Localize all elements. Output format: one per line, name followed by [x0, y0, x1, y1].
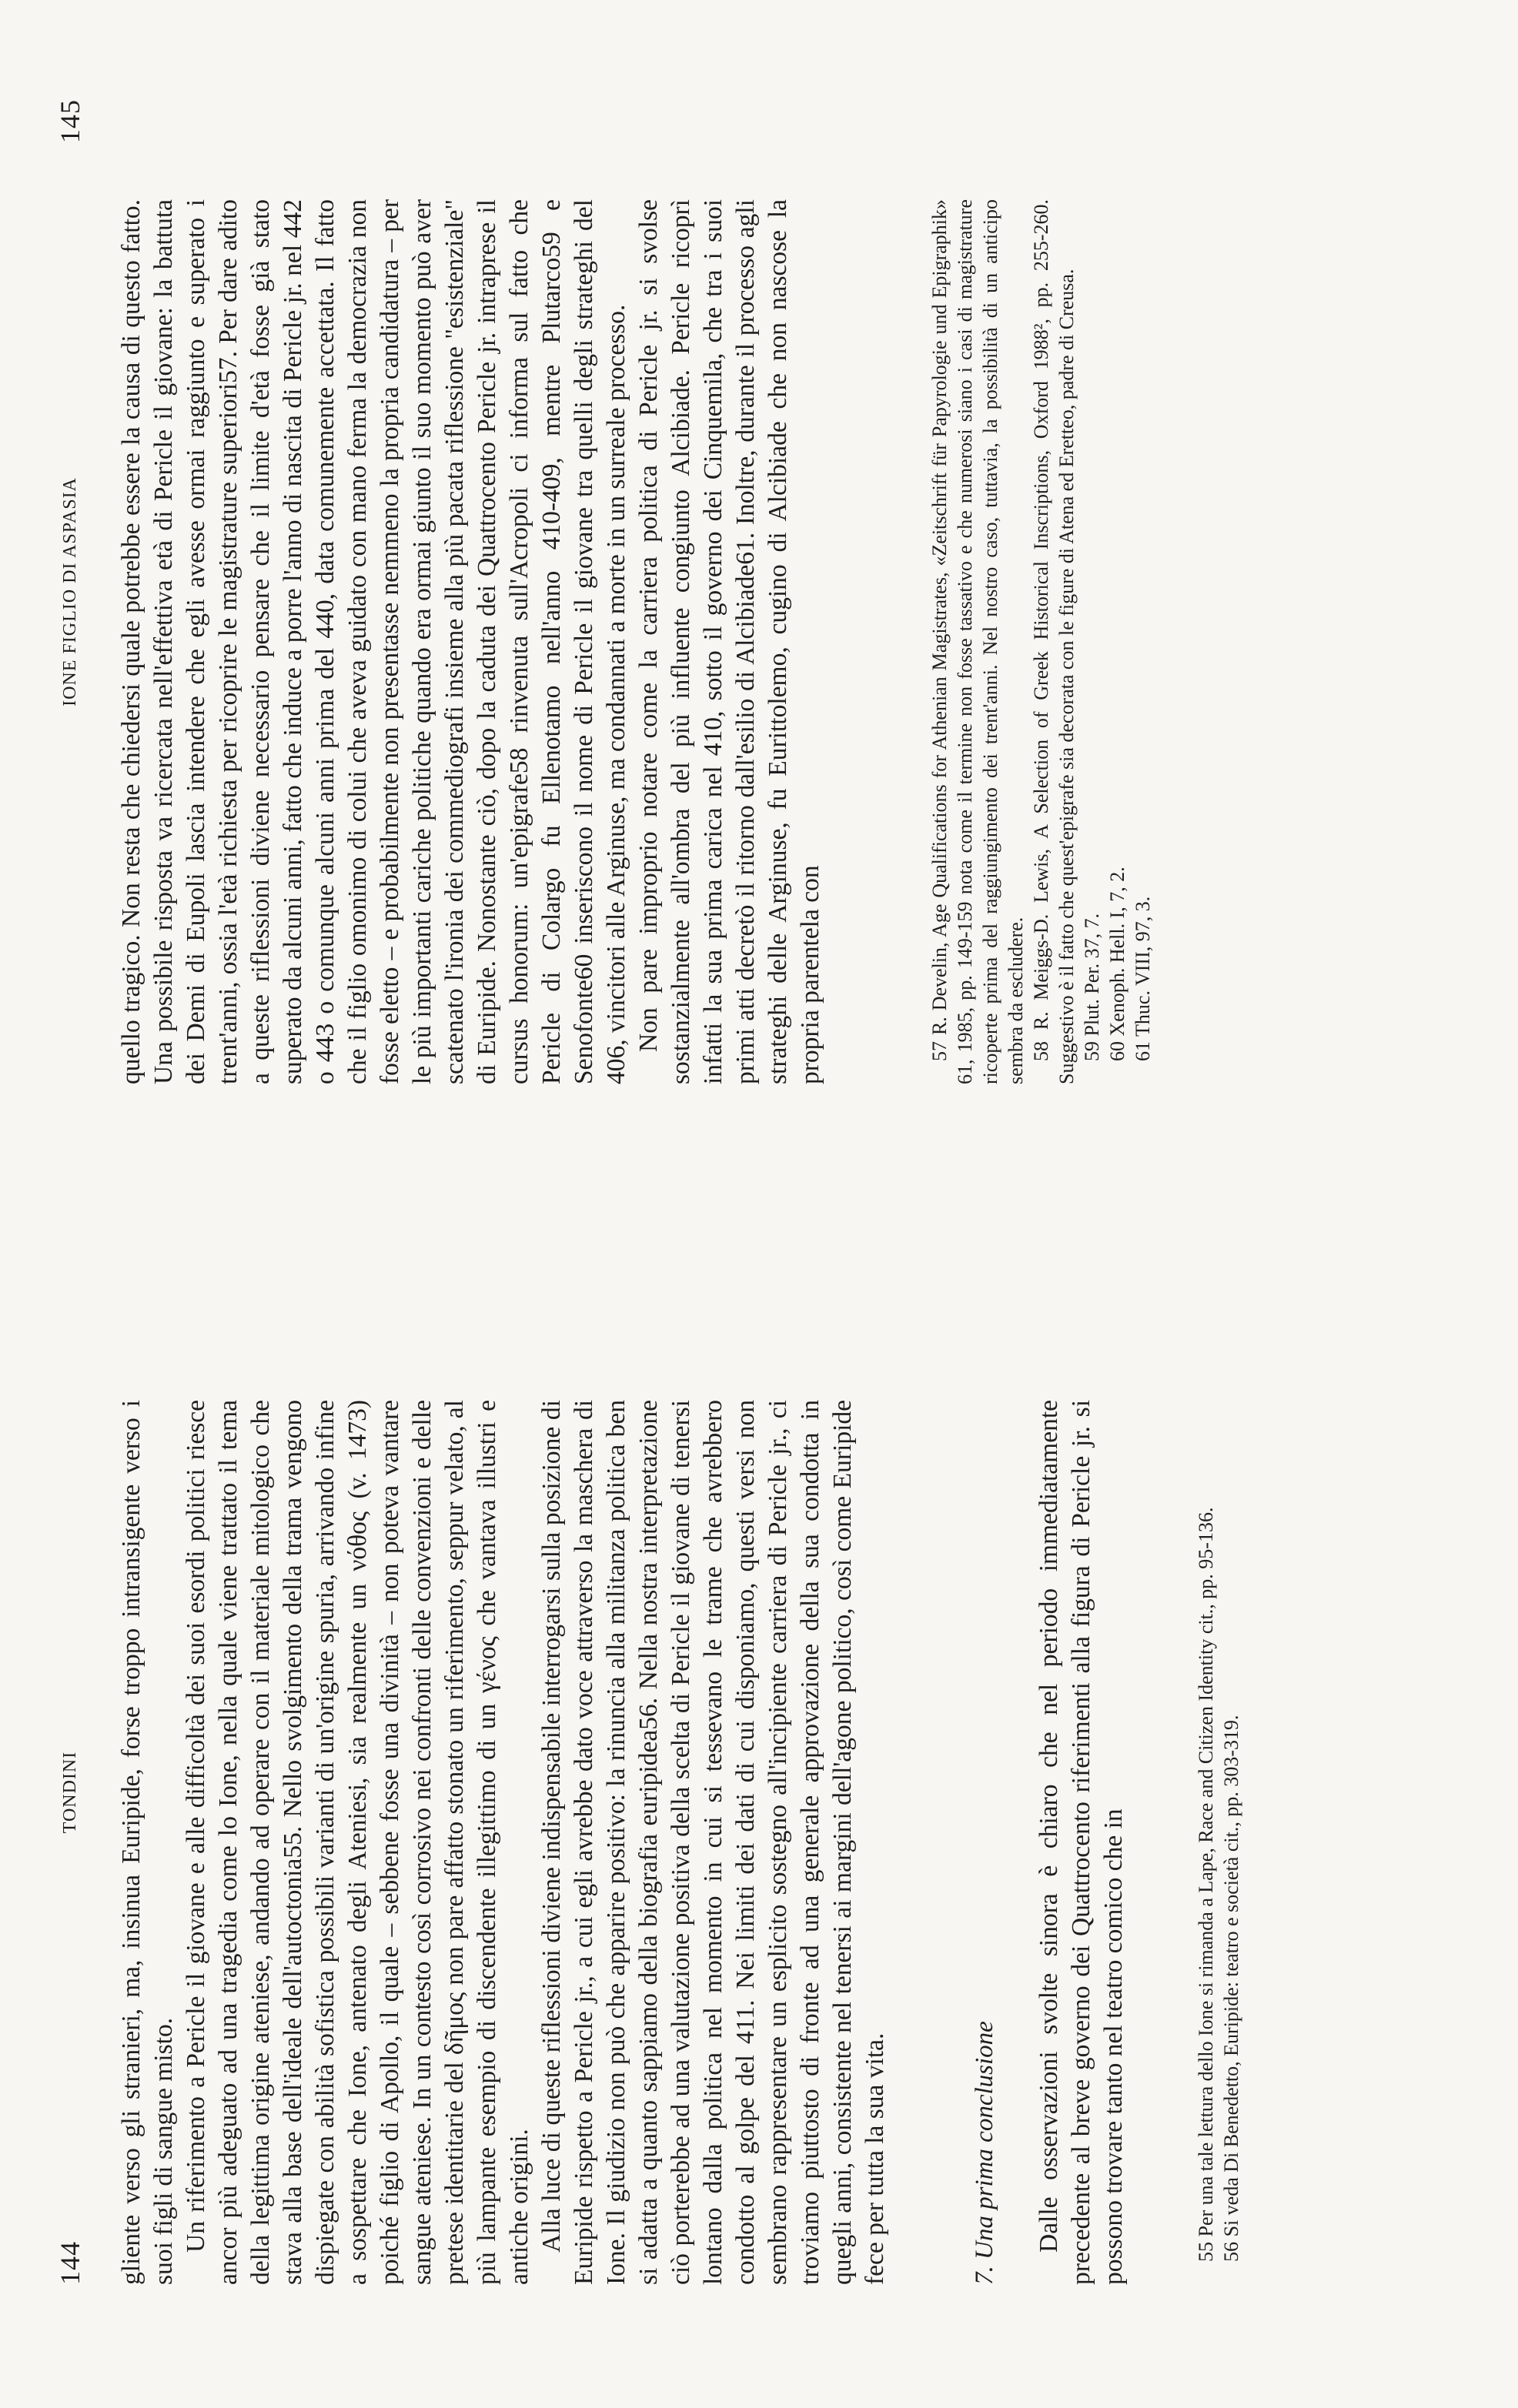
footnotes: [927, 199, 1155, 1084]
paragraph: Non pare improprio notare come la carriera politica di Pericle jr. si svolse sostanzialmente all'ombra del più influente congiunto Alcibiade. Pericle ricoprì infatti la sua prima carica nel 410, sotto il governo dei Cinquemila, che tra i suoi primi atti decretò il ritorno dall'esilio di Alcibiade61. Inoltre, durante il processo agli strateghi delle Arginuse, fu Eurittolemo, cugino di Alcibiade che non nascose la propria parentela con: [634, 199, 824, 1084]
footnote: 57 R. Develin, Age Qualifications for Athenian Magistrates, «Zeitschrift für Papyrologie und Epigraphik» 61, 1985, pp. 149-159 nota come il termine non fosse tassativo e che numerosi siano i casi di magistrature ricoperte prima del raggiungimento dei trent'anni. Nel nostro caso, tuttavia, la possibilità di un anticipo sembra da escludere.: [928, 199, 1027, 1084]
footnote: 55 Per una tale lettura dello Ione si rimanda a Lape, Race and Citizen Identity cit., pp. 95-136.: [1195, 1507, 1217, 2262]
paragraph: Un riferimento a Pericle il giovane e alle difficoltà dei suoi esordi politici riesce ancor più adeguato ad una tragedia come lo Ione, nella quale viene trattato il tema della legittima origine ateniese, andando ad operare con il materiale mitologico che stava alla base dell'ideale dell'autoctonia55. Nello svolgimento della trama vengono dispiegate con abilità sofistica possibili varianti di un'origine spuria, arrivando infine a sospettare che Ione, antenato degli Ateniesi, sia realmente un νόθος (v. 1473) poiché figlio di Apollo, il quale – sebbene fosse una divinità – non poteva vantare sangue ateniese. In un contesto così corrosivo nei confronti delle convenzioni e delle pretese identitarie del δῆμος non pare affatto stonato un riferimento, seppur velato, al più lampante esempio di discendente illegittimo di un γένος che vantava illustri e antiche origini.: [182, 1400, 533, 2285]
paragraph: gliente verso gli stranieri, ma, insinua Euripide, forse troppo intransigente verso i suoi figli di sangue misto.: [117, 1400, 178, 2285]
paragraph: Alla luce di queste riflessioni diviene indispensabile interrogarsi sulla posizione di Euripide rispetto a Pericle jr., a cui egli avrebbe dato voce attraverso la maschera di Ione. Il giudizio non può che apparire positivo: la rinuncia alla militanza politica ben si adatta a quanto sappiamo della biografia euripidea56. Nella nostra interpretazione ciò porterebbe ad una valutazione positiva della scelta di Pericle il giovane di tenersi lontano dalla politica nel momento in cui si tessevano le trame che avrebbero condotto al golpe del 411. Nei limiti dei dati di cui disponiamo, questi versi non sembrano rappresentare un esplicito sostegno all'incipiente carriera di Pericle jr., ci troviamo piuttosto di fronte ad una generale approvazione della sua condotta in quegli anni, consistente nel tenersi ai margini dell'agone politico, così come Euripide fece per tutta la sua vita.: [537, 1400, 889, 2285]
footnote: 60 Xenoph. Hell. I, 7, 2.: [1106, 867, 1128, 1061]
running-head: [54, 1300, 100, 2285]
running-head-title: TONDINI: [60, 1751, 80, 1834]
footnote: 59 Plut. Per. 37, 7.: [1081, 913, 1103, 1061]
footnote: 61 Thuc. VIII, 97, 3.: [1132, 896, 1154, 1061]
section-heading: 7. Una prima conclusione: [971, 2021, 998, 2285]
page-number: 144: [55, 2241, 85, 2285]
running-head: [54, 99, 100, 1084]
paragraph: quello tragico. Non resta che chiedersi quale potrebbe essere la causa di questo fatto. Una possibile risposta va ricercata nell'effettiva età di Pericle il giovane: la battuta dei Demi di Eupoli lascia intendere che egli avesse ormai raggiunto e superato i trent'anni, ossia l'età richiesta per ricoprire le magistrature superiori57. Per dare adito a queste riflessioni diviene necessario pensare che il limite d'età fosse già stato superato da alcuni anni, fatto che induce a porre l'anno di nascita di Pericle jr. nel 442 o 443 o comunque alcuni anni prima del 440, data comunemente accettata. Il fatto che il figlio omonimo di colui che aveva guidato con mano ferma la democrazia non fosse eletto – e probabilmente non presentasse nemmeno la propria candidatura – per le più importanti cariche politiche quando era ormai giunto il suo momento può aver scatenato l'ironia dei commediografi insieme alla più pacata riflessione "esistenziale" di Euripide. Nonostante ciò, dopo la caduta dei Quattrocento Pericle jr. intraprese il cursus honorum: un'epigrafe58 rinvenuta sull'Acropoli ci informa sul fatto che Pericle di Colargo fu Ellenotamo nell'anno 410-409, mentre Plutarco59 e Senofonte60 inseriscono il nome di Pericle il giovane tra quelli degli strateghi del 406, vincitori alle Arginuse, ma condannati a morte in un surreale processo.: [117, 199, 630, 1084]
paragraph: Dalle osservazioni svolte sinora è chiaro che nel periodo immediatamente precedente al breve governo dei Quattrocento riferimenti alla figura di Pericle jr. si possono trovare tanto nel teatro comico che in: [1035, 1400, 1128, 2285]
body-text: [115, 1400, 1244, 2285]
page-number: 145: [55, 99, 85, 143]
right-page: [0, 38, 1518, 1177]
footnotes: [1193, 1400, 1244, 2285]
left-page: [0, 1238, 1518, 2377]
footnote: 56 Si veda Di Benedetto, Euripide: teatro e società cit., pp. 303-319.: [1220, 1715, 1242, 2262]
running-head-title: IONE FIGLIO DI ASPASIA: [60, 477, 80, 706]
body-text: [115, 199, 1155, 1084]
footnote: 58 R. Meiggs-D. Lewis, A Selection of Greek Historical Inscriptions, Oxford 1988², pp. 255-260. Suggestivo è il fatto che quest'epigrafe sia decorata con le figure di Atena ed Eretteo, padre di Creusa.: [1030, 199, 1078, 1084]
